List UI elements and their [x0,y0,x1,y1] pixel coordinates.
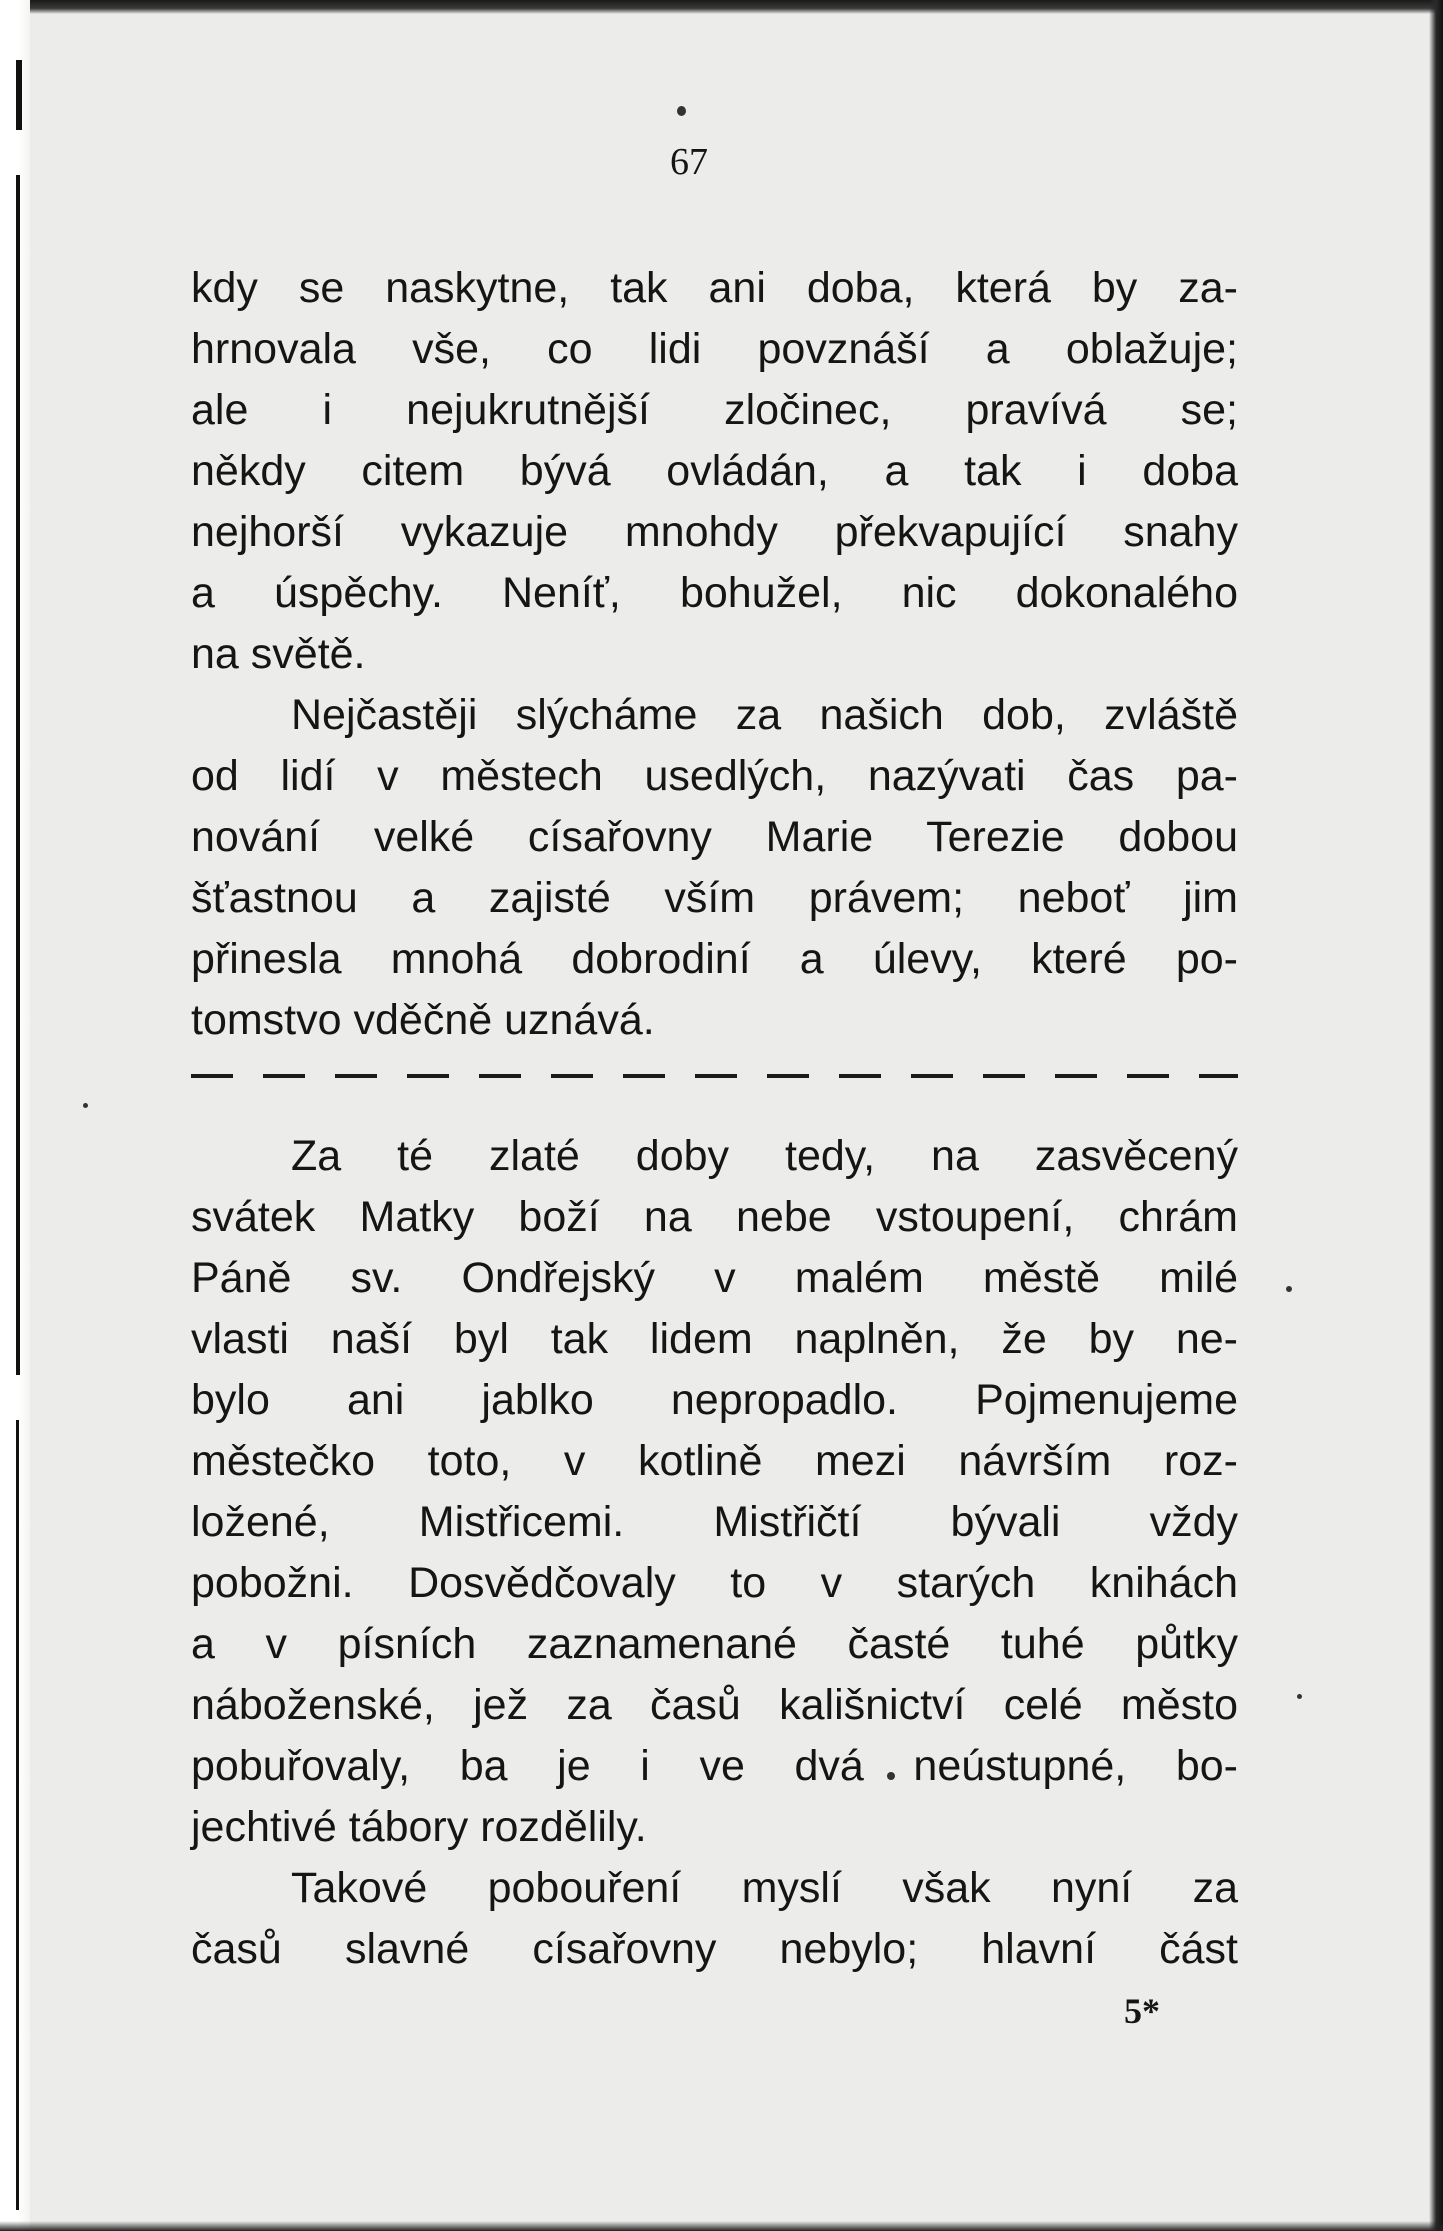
section-divider [191,1066,1238,1106]
text-line: vlasti naší byl tak lidem naplněn, že by ne- [191,1315,1238,1363]
ink-speck [1286,1286,1292,1292]
text-line: jechtivé tábory rozdělily. [191,1803,647,1851]
page-left-edge [0,0,30,2231]
text-line: Takové pobouření myslí však nyní za [291,1864,1238,1912]
paragraph [191,685,1238,1051]
text-line: pobuřovaly, ba je i ve dvá neústupné, bo- [191,1742,1238,1790]
spine-line [16,1420,19,2210]
text-line: městečko toto, v kotlině mezi návrším roz- [191,1437,1238,1485]
ink-speck [677,106,686,116]
signature-mark: 5* [1124,1991,1160,2031]
text-line: hrnovala vše, co lidi povznáší a oblažuje; [191,325,1238,373]
text-line: ložené, Mistřicemi. Mistřičtí bývali vždy [191,1498,1238,1546]
paragraph [191,1126,1238,1858]
text-line: a v písních zaznamenané časté tuhé půtky [191,1620,1238,1668]
page-bottom-edge [0,2221,1443,2231]
text-line: na světě. [191,630,366,678]
body-text [191,258,1238,1980]
text-line: od lidí v městech usedlých, nazývati čas pa- [191,752,1238,800]
text-line: bylo ani jablko nepropadlo. Pojmenujeme [191,1376,1238,1424]
text-line: pobožni. Dosvědčovaly to v starých knihách [191,1559,1238,1607]
page-top-edge [0,0,1443,14]
text-line: šťastnou a zajisté vším právem; neboť jim [191,874,1238,922]
paragraph [191,1858,1238,1980]
text-line: kdy se naskytne, tak ani doba, která by za- [191,264,1238,312]
spine-line [16,175,20,1375]
text-line: tomstvo vděčně uznává. [191,996,655,1044]
text-line: nování velké císařovny Marie Terezie dobou [191,813,1238,861]
text-line: Za té zlaté doby tedy, na zasvěcený [291,1132,1238,1180]
text-line: a úspěchy. Neníť, bohužel, nic dokonalého [191,569,1238,617]
text-line: časů slavné císařovny nebylo; hlavní část [191,1925,1238,1973]
spine-line [16,60,22,130]
text-line: přinesla mnohá dobrodiní a úlevy, které po- [191,935,1238,983]
paragraph [191,258,1238,685]
text-line: někdy citem bývá ovládán, a tak i doba [191,447,1238,495]
ink-speck [83,1103,88,1108]
text-line: nejhorší vykazuje mnohdy překvapující snahy [191,508,1238,556]
page-right-edge [1429,0,1443,2231]
text-line: Nejčastěji slýcháme za našich dob, zvláště [291,691,1238,739]
ink-speck [1297,1694,1302,1699]
text-line: Páně sv. Ondřejský v malém městě milé [191,1254,1238,1302]
page-number: 67 [670,141,708,183]
text-line: ale i nejukrutnější zločinec, pravívá se; [191,386,1238,434]
text-line: náboženské, jež za časů kališnictví celé město [191,1681,1238,1729]
text-line: svátek Matky boží na nebe vstoupení, chrám [191,1193,1238,1241]
